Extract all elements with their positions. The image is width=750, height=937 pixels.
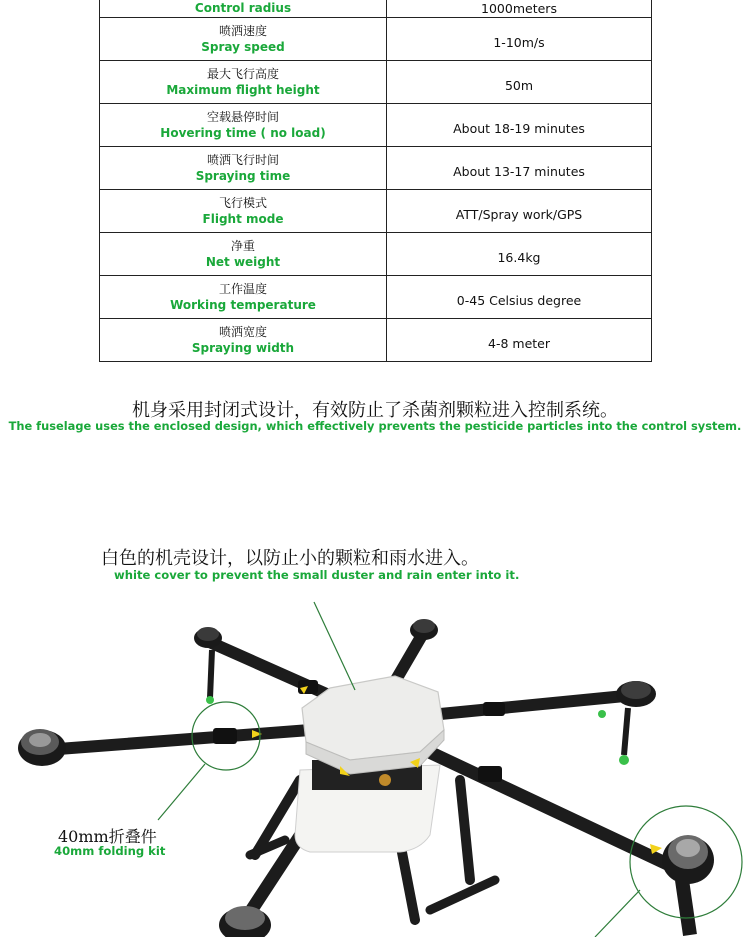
spec-row [100, 319, 652, 362]
motor-left [18, 729, 66, 766]
spec-value: 1000meters [387, 0, 652, 18]
spec-label-en: Working temperature [170, 298, 316, 312]
spec-row [100, 190, 652, 233]
spec-row [100, 276, 652, 319]
spec-label [100, 276, 387, 319]
spec-value: About 18-19 minutes [387, 104, 652, 147]
spec-row [100, 0, 652, 18]
motor-back-left [194, 627, 222, 698]
spec-label-zh: 飞行模式 [218, 196, 267, 210]
spec-row [100, 61, 652, 104]
spec-label-zh: 喷洒宽度 [218, 325, 267, 339]
motor-right [616, 681, 656, 765]
spec-label [100, 233, 387, 276]
spec-row [100, 233, 652, 276]
motor-back-right [410, 619, 438, 640]
spec-label-en: Flight mode [202, 212, 284, 226]
spec-label-en: Hovering time ( no load) [160, 126, 326, 140]
spec-value: About 13-17 minutes [387, 147, 652, 190]
spec-table [99, 0, 652, 362]
motor-front-left [219, 906, 271, 937]
spec-value: 0-45 Celsius degree [387, 276, 652, 319]
spec-label [100, 104, 387, 147]
spec-row [100, 147, 652, 190]
folding-caption-en: 40mm folding kit [54, 844, 166, 858]
spec-label-en: Spraying time [195, 169, 291, 183]
cover-caption-zh: 白色的机壳设计，以防止小的颗粒和雨水进入。 [101, 548, 479, 569]
spec-label-zh: 净重 [230, 239, 255, 253]
spec-label-en: Net weight [205, 255, 281, 269]
spec-label [100, 18, 387, 61]
spec-label [100, 190, 387, 233]
spec-label-en: Control radius [194, 1, 292, 15]
spec-label [100, 319, 387, 362]
spec-label-zh: 空载悬停时间 [206, 110, 279, 124]
spec-value: 16.4kg [387, 233, 652, 276]
drone-image [0, 590, 750, 937]
spec-row [100, 18, 652, 61]
spec-label-en: Spray speed [201, 40, 285, 54]
fuselage-caption-zh: 机身采用封闭式设计，有效防止了杀菌剂颗粒进入控制系统。 [132, 400, 618, 421]
cover-caption-en: white cover to prevent the small duster and rain enter into it. [114, 568, 520, 582]
spec-value: 4-8 meter [387, 319, 652, 362]
spec-value: 1-10m/s [387, 18, 652, 61]
fuselage-caption-en: The fuselage uses the enclosed design, which effectively prevents the pesticide particles into the control system. [8, 419, 742, 433]
spec-label-en: Spraying width [191, 341, 295, 355]
spec-label [100, 0, 387, 18]
folding-caption-zh: 40mm折叠件 [58, 827, 157, 846]
spec-label-zh: 工作温度 [218, 282, 267, 296]
spec-label-zh: 喷洒速度 [218, 24, 267, 38]
spec-label [100, 61, 387, 104]
motor-front-right [662, 835, 714, 935]
spec-value: ATT/Spray work/GPS [387, 190, 652, 233]
spec-value: 50m [387, 61, 652, 104]
spec-label-zh: 最大飞行高度 [206, 67, 279, 81]
spec-label [100, 147, 387, 190]
spec-label-en: Maximum flight height [166, 83, 320, 97]
spec-label-zh: 喷洒飞行时间 [206, 153, 279, 167]
spec-row [100, 104, 652, 147]
